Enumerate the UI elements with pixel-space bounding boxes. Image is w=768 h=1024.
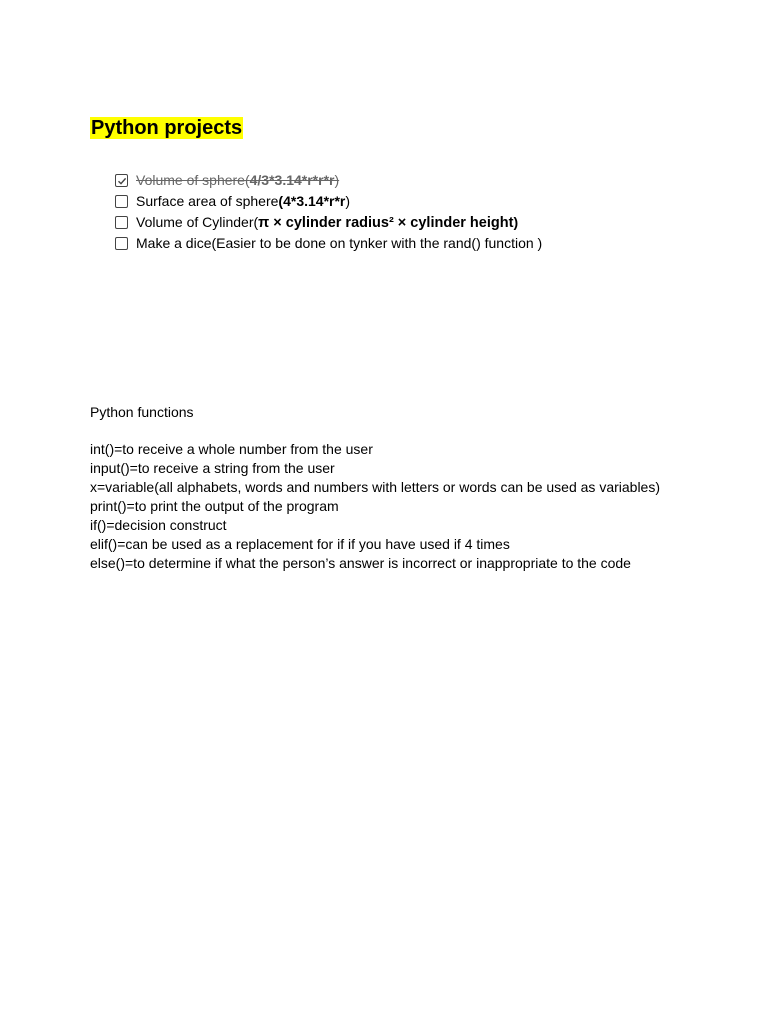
checkbox-icon[interactable] [115, 195, 128, 208]
checklist-item-text: Surface area of sphere(4*3.14*r*r) [136, 193, 351, 209]
blank-line [90, 422, 660, 440]
checklist-item-text: Volume of sphere(4/3*3.14*r*r*r) [136, 172, 340, 188]
function-line-int: int()=to receive a whole number from the user [90, 441, 373, 457]
project-checklist [115, 170, 542, 254]
function-line-else: else()=to determine if what the person’s answer is incorrect or inappropriate to the code [90, 555, 631, 571]
functions-heading: Python functions [90, 404, 194, 420]
checklist-item-sphere-volume [115, 170, 542, 191]
checklist-item-text: Volume of Cylinder(π × cylinder radius² × cylinder height) [136, 213, 519, 231]
title-highlight: Python projects [91, 117, 243, 139]
function-line-print: print()=to print the output of the program [90, 498, 339, 514]
checkbox-icon[interactable] [115, 237, 128, 250]
page-title [90, 115, 243, 141]
function-line-elif: elif()=can be used as a replacement for if if you have used if 4 times [90, 536, 510, 552]
function-line-variable: x=variable(all alphabets, words and numbers with letters or words can be used as variables) [90, 479, 661, 495]
checkbox-icon[interactable] [115, 216, 128, 229]
checkbox-checked-icon[interactable] [115, 174, 128, 187]
checklist-item-text: Make a dice(Easier to be done on tynker with the rand() function ) [136, 235, 543, 251]
checklist-item-cylinder-volume [115, 212, 542, 233]
function-line-input: input()=to receive a string from the user [90, 460, 335, 476]
checklist-item-sphere-area [115, 191, 542, 212]
checklist-item-dice [115, 233, 542, 254]
function-line-if: if()=decision construct [90, 517, 227, 533]
functions-section [90, 403, 660, 573]
